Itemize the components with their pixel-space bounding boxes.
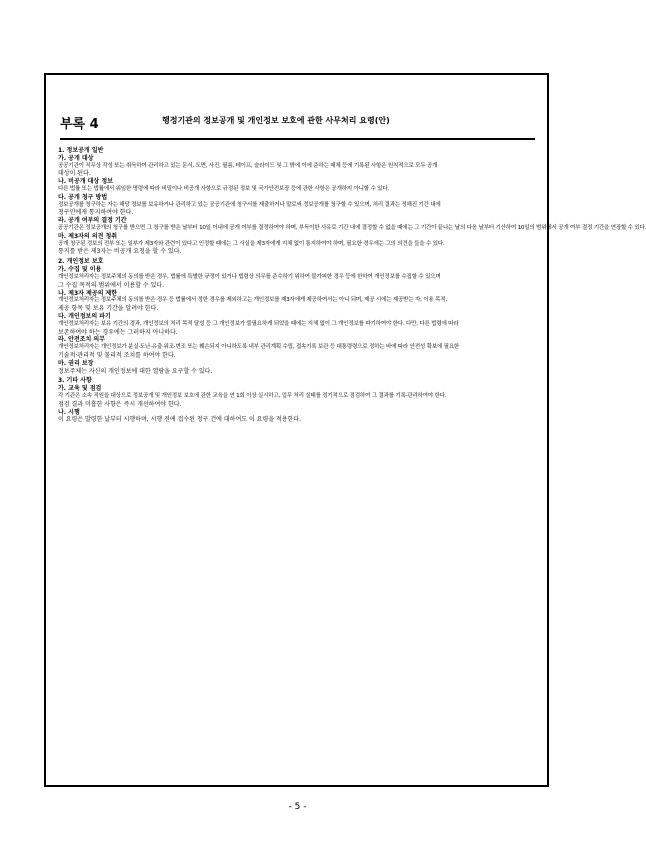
body-line: 다른 법률 또는 법률에서 위임한 명령에 따라 비밀이나 비공개 사항으로 규정된 정보 및 국가안전보장 등에 관한 사항은 공개하지 아니할 수 있다. (58, 185, 389, 192)
subsection-heading: 마. 제3자의 의견 청취 (58, 232, 118, 240)
page-number: - 5 - (288, 802, 307, 812)
body-line: 보존하여야 하는 경우에는 그러하지 아니하다. (58, 328, 178, 336)
body-line: 기술적·관리적 및 물리적 조치를 하여야 한다. (58, 351, 176, 359)
subsection-heading: 나. 비공개 대상 정보 (58, 178, 113, 186)
subsection-heading: 마. 권리 보장 (58, 359, 94, 367)
document-title: 행정기관의 정보공개 및 개인정보 보호에 관한 사무처리 요령(안) (162, 116, 390, 125)
section-heading: 1. 정보공개 일반 (58, 147, 104, 154)
subsection-heading: 나. 시행 (58, 408, 80, 416)
body-line: 통지를 받은 제3자는 비공개 요청을 할 수 있다. (58, 248, 182, 256)
subsection-heading: 다. 공개 청구 방법 (58, 193, 108, 201)
subsection-heading: 가. 교육 및 점검 (58, 385, 102, 393)
subsection-heading: 가. 수집 및 이용 (58, 266, 102, 274)
body-line: 정보공개를 청구하는 자는 해당 정보를 보유하거나 관리하고 있는 공공기관에 청구서를 제출하거나 말로써 정보공개를 청구할 수 있으며, 처리 결과는 정해진 기간 내에 (58, 201, 441, 208)
body-line: 이 요령은 발령한 날부터 시행하며, 시행 전에 접수된 청구 건에 대하여도 이 요령을 적용한다. (58, 416, 302, 424)
body-line: 공개 청구된 정보의 전부 또는 일부가 제3자와 관련이 있다고 인정할 때에는 그 사실을 제3자에게 지체 없이 통지하여야 하며, 필요한 경우에는 그의 의견을 들을 수 있다. (58, 240, 445, 247)
section-heading: 3. 기타 사항 (58, 377, 92, 385)
subsection-heading: 라. 안전조치 의무 (58, 336, 106, 344)
document-body (58, 147, 646, 424)
body-line: 개인정보처리자는 정보주체의 동의를 받은 경우 등 법률에서 정한 경우를 제외하고는 개인정보를 제3자에게 제공하여서는 아니 되며, 제공 시에는 제공받는 자, 이용 목적, (58, 297, 447, 304)
body-line: 대상이 된다. (58, 170, 91, 178)
body-line: 공공기관이 직무상 작성 또는 취득하여 관리하고 있는 문서, 도면, 사진, 필름, 테이프, 슬라이드 및 그 밖에 이에 준하는 매체 등에 기록된 사항은 원칙적으로 모두 공개 (58, 162, 438, 169)
section-heading: 2. 개인정보 보호 (58, 258, 104, 266)
body-line: 제공 항목 및 보유 기간을 알려야 한다. (58, 305, 159, 313)
body-line: 청구인에게 통지하여야 한다. (58, 209, 134, 217)
body-line: 개인정보처리자는 보유 기간의 경과, 개인정보의 처리 목적 달성 등 그 개인정보가 불필요하게 되었을 때에는 지체 없이 그 개인정보를 파기하여야 한다. 다만, 다른 법령에 따라 (58, 320, 459, 327)
body-line: 개인정보처리자는 정보주체의 동의를 받은 경우, 법률에 특별한 규정이 있거나 법령상 의무를 준수하기 위하여 불가피한 경우 등에 한하여 개인정보를 수집할 수 있으며 (58, 273, 441, 280)
body-line: 점검 결과 미흡한 사항은 즉시 개선하여야 한다. (58, 400, 182, 408)
subsection-heading: 다. 개인정보의 파기 (58, 312, 111, 320)
body-line: 개인정보처리자는 개인정보가 분실·도난·유출·위조·변조 또는 훼손되지 아니하도록 내부 관리계획 수립, 접속기록 보관 등 대통령령으로 정하는 바에 따라 안전성 확보에 필요한 (58, 344, 460, 351)
subsection-heading: 나. 제3자 제공의 제한 (58, 289, 118, 297)
subsection-heading: 가. 공개 대상 (58, 154, 94, 162)
appendix-tag: 부록 4 (60, 117, 99, 132)
body-line: 각 기관은 소속 직원을 대상으로 정보공개 및 개인정보 보호에 관한 교육을 연 1회 이상 실시하고, 업무 처리 실태를 정기적으로 점검하여 그 결과를 기록·관리하여야 한다. (58, 393, 447, 400)
body-line: 공공기관은 정보공개의 청구를 받으면 그 청구를 받은 날부터 10일 이내에 공개 여부를 결정하여야 하며, 부득이한 사유로 기간 내에 결정할 수 없을 때에는 그 기간이 끝나는 날의 다음 날부터 기산하여 10일의 범위에서 공개 여부 결정 기간을 연장할 수 있다. (58, 224, 646, 231)
header-rule (60, 138, 535, 140)
body-line: 그 수집 목적의 범위에서 이용할 수 있다. (58, 281, 165, 289)
body-line: 정보주체는 자신의 개인정보에 대한 열람을 요구할 수 있다. (58, 367, 213, 375)
subsection-heading: 라. 공개 여부의 결정 기간 (58, 217, 127, 225)
document-frame (44, 73, 646, 787)
document-header (60, 113, 535, 135)
